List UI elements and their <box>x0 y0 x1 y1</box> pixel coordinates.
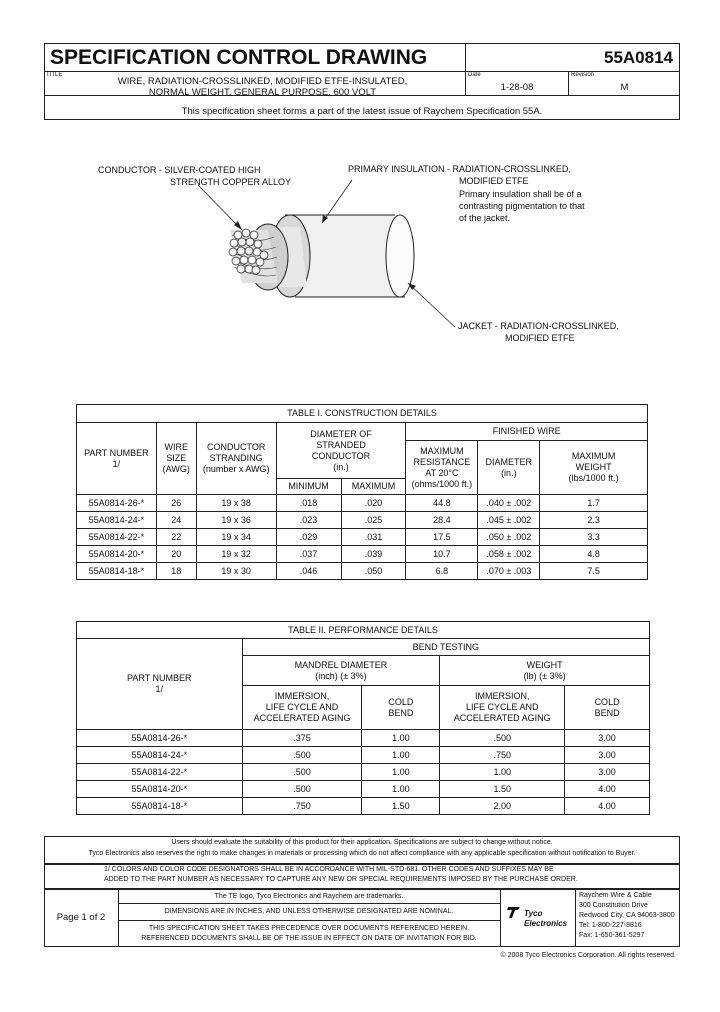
table-row: 55A0814-24-* .500 1.00 .750 3.00 <box>77 747 650 764</box>
table-row: 55A0814-18-* .750 1.50 2.00 4.00 <box>77 798 650 815</box>
address-line-2: 300 Constitution Drive <box>579 902 648 909</box>
conductor-label-2: STRENGTH COPPER ALLOY <box>170 177 292 187</box>
table1-title: TABLE I. CONSTRUCTION DETAILS <box>77 405 648 423</box>
table1-h-fdiam: DIAMETER (in.) <box>478 441 540 495</box>
table-row: 55A0814-20-* 20 19 x 32 .037 .039 10.7 .058 ± .002 4.8 <box>77 546 648 563</box>
table1-h-stranding: CONDUCTOR STRANDING (number x AWG) <box>196 423 276 495</box>
spec-note: This specification sheet forms a part of the latest issue of Raychem Specification 55A. <box>181 106 543 117</box>
disclaimer-line-1: Users should evaluate the suitability of this product for their application. Specifications are subject to change without notice. <box>171 839 553 846</box>
table1-h-max: MAXIMUM <box>341 479 406 495</box>
jacket-label-1: JACKET - RADIATION-CROSSLINKED, <box>458 321 619 331</box>
dimensions-note: DIMENSIONS ARE IN INCHES, AND UNLESS OTHERWISE DESIGNATED ARE NOMINAL. <box>164 908 454 915</box>
table1-h-resistance: MAXIMUM RESISTANCE AT 20°C (ohms/1000 ft.) <box>406 441 478 495</box>
note-line-1: 1/ COLORS AND COLOR CODE DESIGNATORS SHALL BE IN ACCORDANCE WITH MIL-STD-681. OTHER CODES AND SUFFIXES MAY BE <box>104 866 554 873</box>
logo-text-1: Tyco <box>524 909 543 918</box>
copyright: © 2008 Tyco Electronics Corporation. All rights reserved. <box>500 952 676 959</box>
page-number: Page 1 of 2 <box>56 912 106 923</box>
note-line-2: ADDED TO THE PART NUMBER AS NECESSARY TO CAPTURE ANY NEW OR SPECIAL REQUIREMENTS IMPOSED BY THE PURCHASE ORDER. <box>104 876 578 883</box>
table-row: 55A0814-26-* 26 19 x 38 .018 .020 44.8 .040 ± .002 1.7 <box>77 495 648 512</box>
conductor-label-1: CONDUCTOR - SILVER-COATED HIGH <box>98 165 261 175</box>
table2-h-part: PART NUMBER 1/ <box>77 639 243 730</box>
title-label: TITLE <box>46 72 63 78</box>
table1-h-diameter: DIAMETER OF STRANDED CONDUCTOR (in.) <box>276 423 406 479</box>
table2-h-imm-w: IMMERSION, LIFE CYCLE AND ACCELERATED AGING <box>440 686 565 730</box>
primary-label-3: Primary insulation shall be of a <box>459 189 582 199</box>
revision-label: Revision <box>571 72 595 78</box>
primary-label-2: MODIFIED ETFE <box>459 176 529 186</box>
address-line-3: Redwood City, CA 94063-3800 <box>579 912 675 919</box>
construction-table <box>76 404 648 580</box>
table1-h-part: PART NUMBER 1/ <box>77 423 157 495</box>
address-line-1: Raychem Wire & Cable <box>579 892 652 899</box>
revision-value: M <box>620 82 629 93</box>
table2-h-cold-w: COLD BEND <box>565 686 650 730</box>
disclaimer-line-2: Tyco Electronics also reserves the right to make changes in materials or processing which do not affect compliance with any applicable specification without notification to Buyer. <box>88 850 636 857</box>
table-row: 55A0814-22-* 22 19 x 34 .029 .031 17.5 .050 ± .002 3.3 <box>77 529 648 546</box>
precedence-line-1: THIS SPECIFICATION SHEET TAKES PRECEDENCE OVER DOCUMENTS REFERENCED HEREIN. <box>148 925 470 932</box>
wire-illustration <box>170 175 470 335</box>
page-title: SPECIFICATION CONTROL DRAWING <box>50 46 428 69</box>
table1-h-size: WIRE SIZE (AWG) <box>156 423 196 495</box>
performance-table <box>76 621 650 815</box>
primary-label-1: PRIMARY INSULATION - RADIATION-CROSSLINKED, <box>348 164 571 174</box>
primary-label-4: contrasting pigmentation to that <box>459 201 585 211</box>
logo-text-2: Electronics <box>524 919 568 928</box>
table1-h-weight: MAXIMUM WEIGHT (lbs/1000 ft.) <box>540 441 648 495</box>
table-row: 55A0814-20-* .500 1.00 1.50 4.00 <box>77 781 650 798</box>
date-value: 1-28-08 <box>500 82 534 93</box>
table2-h-cold-m: COLD BEND <box>362 686 440 730</box>
table-row: 55A0814-22-* .500 1.00 1.00 3.00 <box>77 764 650 781</box>
table2-h-weight: WEIGHT (lb) (± 3%) <box>440 656 650 686</box>
title-line-2: NORMAL WEIGHT, GENERAL PURPOSE, 600 VOLT <box>148 87 377 98</box>
table-row: 55A0814-18-* 18 19 x 30 .046 .050 6.8 .070 ± .003 7.5 <box>77 563 648 580</box>
table2-title: TABLE II. PERFORMANCE DETAILS <box>77 622 650 639</box>
table2-h-mandrel: MANDREL DIAMETER (inch) (± 3%) <box>242 656 440 686</box>
title-line-1: WIRE, RADIATION-CROSSLINKED, MODIFIED ETFE-INSULATED, <box>117 76 408 87</box>
tyco-logo-icon <box>507 905 521 919</box>
table-row: 55A0814-26-* .375 1.00 .500 3.00 <box>77 730 650 747</box>
trademarks: The TE logo, Tyco Electronics and Raychem are trademarks. <box>214 893 404 900</box>
doc-number: 55A0814 <box>603 48 673 67</box>
primary-label-5: of the jacket. <box>459 213 511 223</box>
table-row: 55A0814-24-* 24 19 x 36 .023 .025 28.4 .045 ± .002 2.3 <box>77 512 648 529</box>
table1-h-min: MINIMUM <box>276 479 341 495</box>
table2-h-imm-m: IMMERSION, LIFE CYCLE AND ACCELERATED AGING <box>242 686 362 730</box>
precedence-line-2: REFERENCED DOCUMENTS SHALL BE OF THE ISSUE IN EFFECT ON DATE OF INVITATION FOR BID. <box>141 935 477 942</box>
date-label: Date <box>468 72 481 78</box>
jacket-label-2: MODIFIED ETFE <box>505 333 575 343</box>
table2-h-bend: BEND TESTING <box>242 639 649 656</box>
address-line-5: Fax: 1-650-361-5297 <box>579 932 645 939</box>
table1-h-finished: FINISHED WIRE <box>406 423 648 441</box>
address-line-4: Tel: 1-800-227-8816 <box>579 922 642 929</box>
